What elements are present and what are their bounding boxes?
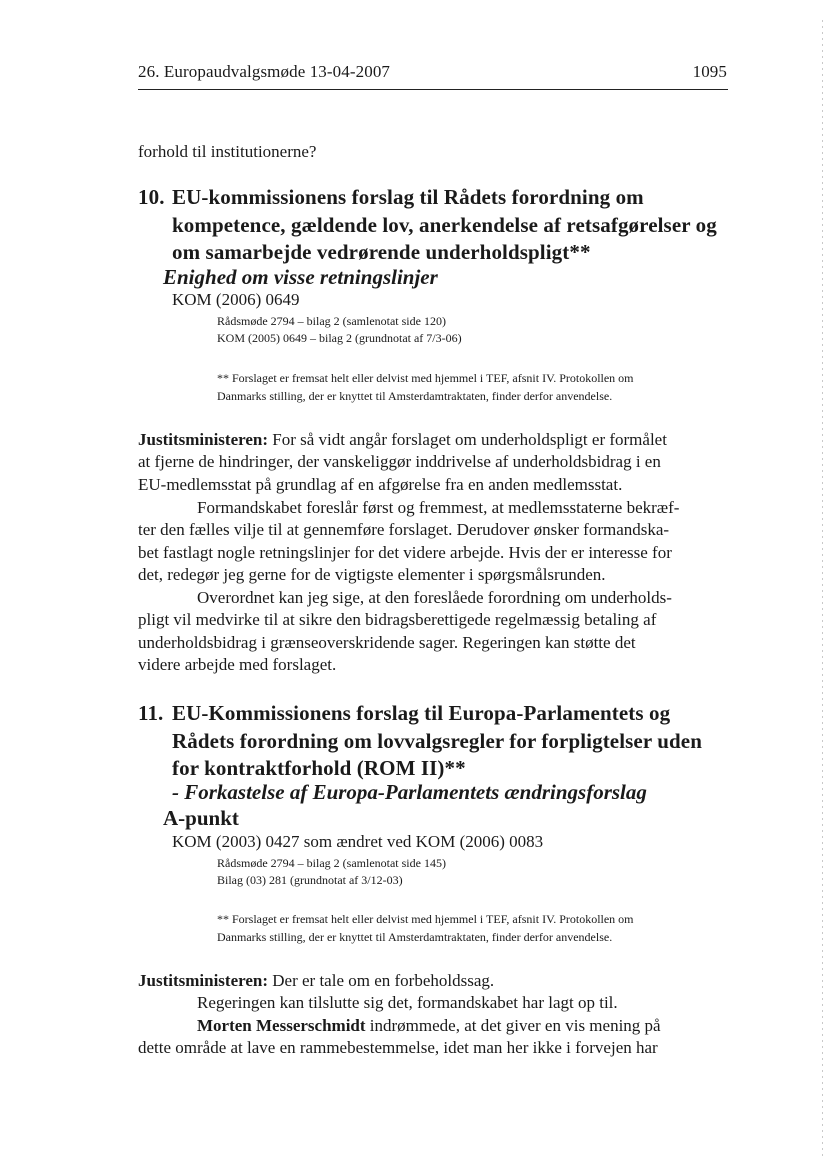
paragraph-text: For så vidt angår forslaget om underholdspligt er formålet: [268, 430, 667, 449]
item11-kom: KOM (2003) 0427 som ændret ved KOM (2006) 0083: [172, 832, 544, 851]
item11-a-punkt: A-punkt: [163, 806, 239, 830]
paragraph-line: pligt vil medvirke til at sikre den bidragsberettigede regelmæssig betaling af: [138, 610, 657, 630]
footnote-line: Danmarks stilling, der er knyttet til Amsterdamtraktaten, finder derfor anvendelse.: [217, 388, 613, 403]
item11-ref: Rådsmøde 2794 – bilag 2 (samlenotat side 145): [217, 856, 446, 870]
paragraph-line: underholdsbidrag i grænseoverskridende sager. Regeringen kan støtte det: [138, 632, 636, 652]
item10-footnote: [217, 370, 634, 405]
item10-heading: [138, 184, 738, 267]
item11-footnote: [217, 911, 634, 946]
paragraph-text: Der er tale om en forbeholdssag.: [268, 971, 495, 990]
item11-paragraph-1: [138, 970, 728, 1059]
item10-title-line: kompetence, gældende lov, anerkendelse af retsafgørelser og: [172, 212, 717, 237]
paragraph-line: ter den fælles vilje til at gennemføre forslaget. Derudover ønsker formandska-: [138, 520, 670, 540]
speaker-name: Morten Messerschmidt: [197, 1015, 366, 1035]
item11-title-line: Rådets forordning om lovvalgsregler for forpligtelser uden: [172, 728, 702, 753]
item10-title-line: om samarbejde vedrørende underholdspligt**: [172, 240, 591, 264]
item10-ref: Rådsmøde 2794 – bilag 2 (samlenotat side 120): [217, 314, 446, 328]
paragraph-line: EU-medlemsstat på grundlag af en afgørelse fra en anden medlemsstat.: [138, 474, 623, 494]
item10-paragraph-1: [138, 429, 728, 496]
paragraph-line: Formandskabet foreslår først og fremmest, at medlemsstaterne bekræf-: [197, 498, 680, 517]
footnote-line: ** Forslaget er fremsat helt eller delvist med hjemmel i TEF, afsnit IV. Protokollen om: [217, 912, 634, 926]
footnote-line: ** Forslaget er fremsat helt eller delvist med hjemmel i TEF, afsnit IV. Protokollen om: [217, 371, 634, 385]
paragraph-line: at fjerne de hindringer, der vanskeliggør inddrivelse af underholdsbidrag i en: [138, 452, 661, 472]
paragraph-text: indrømmede, at det giver en vis mening på: [365, 1015, 661, 1035]
footnote-line: Danmarks stilling, der er knyttet til Amsterdamtraktaten, finder derfor anvendelse.: [217, 929, 613, 944]
header-rule: [138, 89, 728, 90]
item10-paragraph-3: [138, 587, 728, 676]
item10-kom: KOM (2006) 0649: [172, 290, 300, 309]
item10-subtitle: Enighed om visse retningslinjer: [163, 265, 438, 289]
page-number: 1095: [692, 62, 727, 81]
item11-number: 11.: [138, 701, 164, 725]
speaker-name: Justitsministeren:: [138, 430, 269, 449]
paragraph-line: bet fastlagt nogle retningslinjer for det videre arbejde. Hvis der er interesse for: [138, 542, 672, 562]
item10-paragraph-2: [138, 497, 728, 586]
item11-heading: [138, 700, 738, 783]
paragraph-line: Regeringen kan tilslutte sig det, formandskabet har lagt op til.: [197, 993, 618, 1013]
paragraph-line: Overordnet kan jeg sige, at den foreslåede forordning om underholds-: [197, 588, 672, 607]
item11-title-line: for kontraktforhold (ROM II)**: [172, 756, 466, 780]
scan-edge-artifact: [822, 20, 823, 1160]
paragraph-line: videre arbejde med forslaget.: [138, 654, 337, 674]
paragraph-line: dette område at lave en rammebestemmelse, idet man her ikke i forvejen har: [138, 1037, 658, 1057]
item10-title-line: EU-kommissionens forslag til Rådets forordning om: [172, 185, 644, 209]
speaker-name: Justitsministeren:: [138, 971, 269, 990]
item11-subtitle: - Forkastelse af Europa-Parlamentets ændringsforslag: [172, 780, 647, 804]
paragraph-line: det, redegør jeg gerne for de vigtigste elementer i spørgsmålsrunden.: [138, 564, 606, 584]
item10-ref: KOM (2005) 0649 – bilag 2 (grundnotat af 7/3-06): [217, 331, 462, 345]
running-header-title: 26. Europaudvalgsmøde 13-04-2007: [138, 62, 391, 81]
intro-line: forhold til institutionerne?: [138, 142, 317, 161]
item11-ref: Bilag (03) 281 (grundnotat af 3/12-03): [217, 873, 403, 887]
item10-number: 10.: [138, 185, 165, 209]
item11-title-line: EU-Kommissionens forslag til Europa-Parlamentets og: [172, 701, 671, 725]
